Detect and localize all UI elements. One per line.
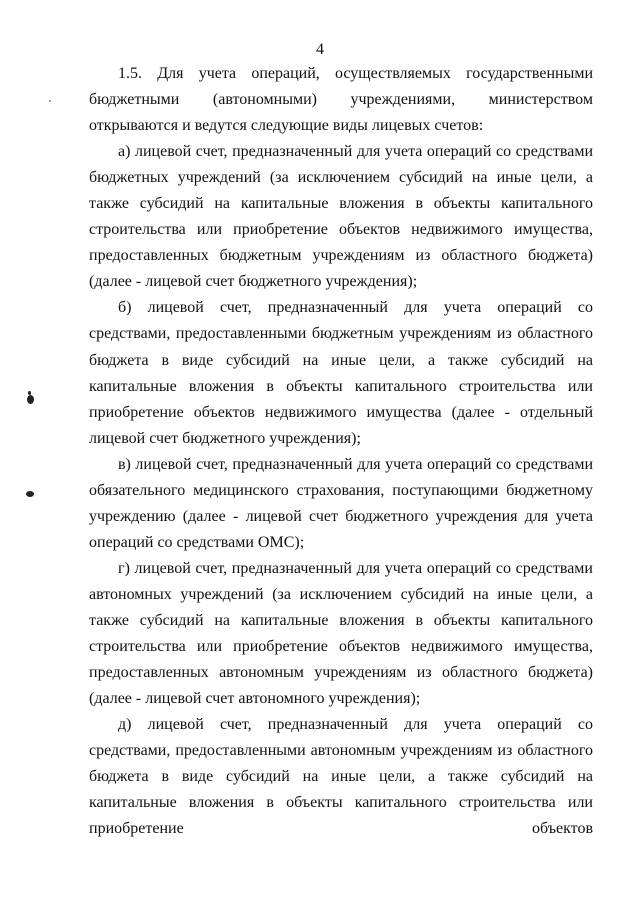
paragraph-item-b: б) лицевой счет, предназначенный для учета операций со средствами, предоставленными бюджетным учреждениям из областного бюджета в виде субсидий на иные цели, а также субсидий на капитальные вложения в объекты капитального строительства или приобретение объектов недвижимого имущества (далее - отдельный лицевой счет бюджетного учреждения); bbox=[89, 299, 593, 447]
scan-hole-mark bbox=[28, 391, 31, 395]
scan-hole-mark bbox=[26, 491, 34, 497]
scan-hole-mark bbox=[27, 395, 34, 404]
paragraph-item-v: в) лицевой счет, предназначенный для учета операций со средствами обязательного медицинского страхования, поступающими бюджетному учреждению (далее - лицевой счет бюджетного учреждения для учета операций со средствами ОМС); bbox=[89, 455, 593, 551]
page-number: 4 bbox=[316, 41, 324, 58]
paragraph-item-a: а) лицевой счет, предназначенный для учета операций со средствами бюджетных учреждений (за исключением субсидий на иные цели, а также субсидий на капитальные вложения в объекты капитального строительства или приобретение объектов недвижимого имущества, предоставленных бюджетным учреждениям из областного бюджета) (далее - лицевой счет бюджетного учреждения); bbox=[89, 143, 593, 291]
scan-speck bbox=[49, 100, 51, 102]
document-body bbox=[89, 61, 593, 842]
paragraph-item-d: д) лицевой счет, предназначенный для учета операций со средствами, предоставленными автономным учреждениям из областного бюджета в виде субсидий на иные цели, а также субсидий на капитальные вложения в объекты капитального строительства или приобретение объектов bbox=[89, 716, 593, 838]
paragraph-item-g: г) лицевой счет, предназначенный для учета операций со средствами автономных учреждений (за исключением субсидий на иные цели, а также субсидий на капитальные вложения в объекты капитального строительства или приобретение объектов недвижимого имущества, предоставленных автономным учреждениям из областного бюджета) (далее - лицевой счет автономного учреждения); bbox=[89, 559, 593, 708]
paragraph-1-5: 1.5. Для учета операций, осуществляемых государственными бюджетными (автономными) учреждениями, министерством открываются и ведутся следующие виды лицевых счетов: bbox=[89, 65, 593, 135]
